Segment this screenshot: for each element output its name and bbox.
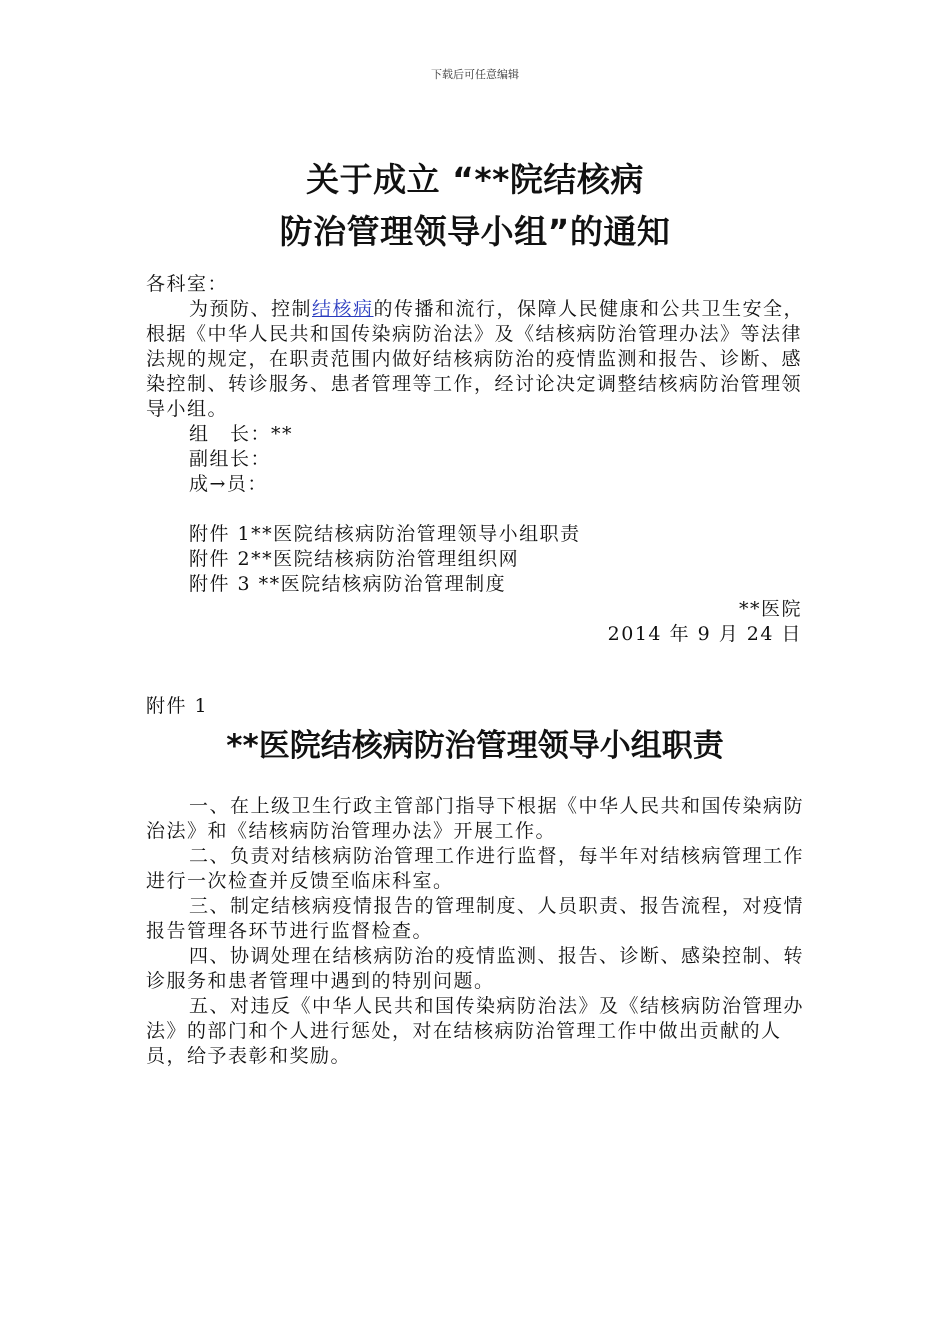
attachment1-label: 附件 1 — [146, 695, 209, 717]
issue-date: 2014 年 9 月 24 日 — [607, 623, 802, 645]
attachment1-title: **医院结核病防治管理领导小组职责 — [226, 728, 724, 764]
page-header-note: 下载后可任意编辑 — [431, 68, 519, 81]
duty-item-4: 四、协调处理在结核病防治的疫情监测、报告、诊断、感染控制、转诊服务和患者管理中遇到的特别问题。 — [146, 945, 805, 992]
signature: **医院 — [738, 598, 802, 620]
duty-item-1: 一、在上级卫生行政主管部门指导下根据《中华人民共和国传染病防治法》和《结核病防治管理办法》开展工作。 — [146, 795, 805, 842]
notice-title-line-1: 关于成立 “**院结核病 — [306, 160, 644, 199]
duty-item-3: 三、制定结核病疫情报告的管理制度、人员职责、报告流程，对疫情报告管理各环节进行监督检查。 — [146, 895, 805, 942]
attachment-ref-3: 附件 3 **医院结核病防治管理制度 — [189, 573, 507, 595]
salutation: 各科室： — [146, 273, 229, 295]
duty-item-5: 五、对违反《中华人民共和国传染病防治法》及《结核病防治管理办法》的部门和个人进行惩处，对在结核病防治管理工作中做出贡献的人员，给予表彰和奖励。 — [146, 995, 805, 1067]
attachment-ref-2: 附件 2**医院结核病防治管理组织网 — [189, 548, 520, 570]
attachment-ref-1: 附件 1**医院结核病防治管理领导小组职责 — [189, 523, 581, 545]
intro-text-before-link: 为预防、控制 — [189, 298, 313, 320]
role-members: 成→员： — [189, 473, 268, 495]
intro-text-after-link: 的传播和流行，保障人民健康和公共卫生安全，根据《中华人民共和国传染病防治法》及《结核病防治管理办法》等法律法规的规定，在职责范围内做好结核病防治的疫情监测和报告、诊断、感染控制、转诊服务、患者管理等工作，经讨论决定调整结核病防治管理领导小组。 — [146, 298, 805, 420]
notice-title-line-2: 防治管理领导小组”的通知 — [279, 212, 671, 251]
duty-item-2: 二、负责对结核病防治管理工作进行监督，每半年对结核病管理工作进行一次检查并反馈至临床科室。 — [146, 845, 805, 892]
tuberculosis-link[interactable]: 结核病 — [312, 298, 374, 320]
notice-body — [146, 272, 806, 647]
role-leader: 组 长：** — [189, 423, 294, 445]
role-deputy-leader: 副组长： — [189, 448, 272, 470]
attachment1-items — [146, 794, 806, 1069]
blank-line — [146, 497, 806, 522]
intro-paragraph — [146, 297, 806, 422]
